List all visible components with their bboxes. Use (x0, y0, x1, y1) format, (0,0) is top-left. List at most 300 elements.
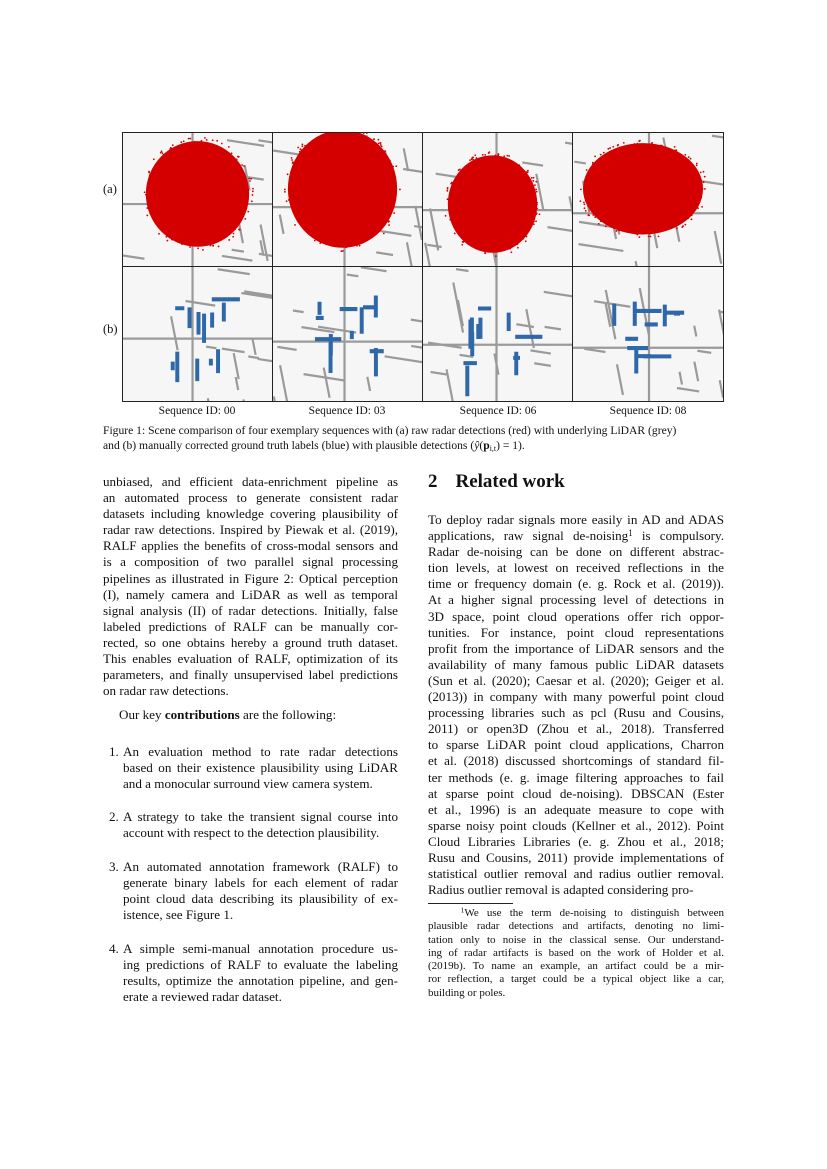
radar-point (516, 243, 518, 245)
text-line: radar raw detections. Inspired by Piewak et al. (2019), (103, 522, 398, 538)
radar-point (497, 155, 499, 157)
radar-point (181, 243, 183, 245)
radar-raw-panel-0 (123, 133, 273, 267)
radar-point (637, 234, 639, 236)
radar-point (156, 218, 158, 220)
radar-point (237, 217, 239, 219)
radar-point (241, 217, 243, 219)
radar-point (146, 215, 148, 217)
radar-point (325, 134, 327, 136)
radar-point (647, 145, 649, 147)
radar-point (512, 165, 514, 167)
radar-point (522, 234, 524, 236)
radar-point (473, 162, 475, 164)
text-line: plausible radar detections and artifacts, denoting no limi- (428, 920, 724, 933)
radar-point (583, 202, 585, 204)
radar-point (527, 170, 529, 172)
radar-point (536, 204, 538, 206)
radar-point (249, 180, 251, 182)
radar-point (592, 163, 594, 165)
text-line: availability of many famous public LiDAR datasets (428, 656, 724, 672)
text-line: ter methods (e. g. image filtering approaches to fail (428, 769, 724, 785)
text-line: building or poles. (428, 986, 506, 999)
point-cloud-plot (123, 267, 272, 401)
radar-point (166, 236, 168, 238)
radar-point (358, 241, 360, 243)
radar-point (189, 142, 191, 144)
radar-point (491, 159, 493, 161)
radar-point (289, 182, 291, 184)
radar-point (154, 167, 156, 169)
radar-point (658, 231, 660, 233)
radar-point (375, 149, 377, 151)
radar-point (654, 231, 656, 233)
text-line: and a monocular surround view camera system. (123, 776, 373, 792)
radar-point (509, 248, 511, 250)
radar-point (459, 232, 461, 234)
radar-point (236, 159, 238, 161)
radar-point (535, 181, 537, 183)
radar-point (469, 159, 471, 161)
text-line (103, 439, 725, 454)
radar-point (503, 155, 505, 157)
text-span (428, 907, 461, 919)
radar-point (448, 206, 450, 208)
radar-point (244, 191, 246, 193)
radar-point (387, 210, 389, 212)
radar-point (699, 186, 701, 188)
radar-point (210, 245, 212, 247)
radar-point (184, 145, 186, 147)
radar-point (304, 145, 306, 147)
radar-point (206, 139, 208, 141)
radar-point (231, 152, 233, 154)
radar-point (248, 178, 250, 180)
radar-raw-panel-3 (573, 133, 723, 267)
radar-point (698, 193, 700, 195)
radar-point (168, 235, 170, 237)
text-line: generate binary labels for each element of radar (123, 875, 398, 891)
radar-point (609, 224, 611, 226)
radar-point (292, 162, 294, 164)
radar-point (536, 208, 538, 210)
radar-point (172, 144, 174, 146)
radar-point (474, 154, 476, 156)
radar-point (170, 147, 172, 149)
radar-point (510, 245, 512, 247)
radar-point (588, 210, 590, 212)
radar-point (463, 240, 465, 242)
radar-point (245, 196, 247, 198)
radar-point (592, 172, 594, 174)
text-span: ) = 1). (496, 438, 525, 452)
radar-point (535, 189, 537, 191)
radar-point (687, 217, 689, 219)
radar-point (688, 213, 690, 215)
radar-point (445, 215, 447, 217)
radar-point (586, 169, 588, 171)
text-line: point cloud data describing its plausibility of ex- (123, 891, 398, 907)
radar-point (674, 146, 676, 148)
radar-point (524, 175, 526, 177)
radar-point (452, 212, 454, 214)
radar-point (237, 156, 239, 158)
text-line: at sparse point cloud de-noising). DBSCAN (Ester (428, 785, 724, 801)
item-number: 1. (109, 744, 119, 759)
text-line: A strategy to take the transient signal course into (123, 809, 398, 824)
radar-point (221, 143, 223, 145)
radar-point (700, 171, 702, 173)
text-span: contributions (164, 707, 240, 722)
radar-point (189, 246, 191, 248)
radar-point (252, 194, 254, 196)
text-line: et al. (2018) discussed shortcomings of standard fil- (428, 753, 724, 769)
radar-point (197, 247, 199, 249)
radar-point (594, 216, 596, 218)
radar-point (463, 235, 465, 237)
text-line: erate a reviewed radar dataset. (123, 989, 282, 1005)
contributions-intro (119, 707, 399, 723)
radar-point (697, 203, 699, 205)
radar-point (514, 162, 516, 164)
radar-point (684, 160, 686, 162)
text-line: datasets including knowledge covering plausibility of (103, 506, 398, 522)
radar-point (585, 186, 587, 188)
radar-point (660, 145, 662, 147)
radar-point (375, 147, 377, 149)
radar-point (392, 173, 394, 175)
radar-point (323, 136, 325, 138)
radar-point (536, 212, 538, 214)
text-span: are the following: (239, 707, 337, 722)
radar-point (321, 139, 323, 141)
text-line: ing of radar artifacts is based on the work of Holder et al. (428, 946, 724, 959)
radar-point (519, 237, 521, 239)
radar-point (149, 173, 151, 175)
radar-point (518, 164, 520, 166)
radar-point (447, 188, 449, 190)
radar-point (597, 213, 599, 215)
ground-truth-panel-2 (423, 267, 573, 401)
text-line: statistical outlier removal and radius outlier removal. (428, 866, 724, 882)
radar-point (498, 153, 500, 155)
footnote-rule (428, 903, 513, 904)
radar-point (242, 212, 244, 214)
radar-point (646, 229, 648, 231)
radar-point (284, 189, 286, 191)
radar-point (301, 224, 303, 226)
radar-point (533, 221, 535, 223)
radar-point (695, 174, 697, 176)
radar-point (389, 160, 391, 162)
radar-point (391, 186, 393, 188)
radar-point (252, 188, 254, 190)
radar-point (314, 240, 316, 242)
radar-point (690, 158, 692, 160)
radar-point (684, 154, 686, 156)
radar-point (184, 241, 186, 243)
radar-point (388, 224, 390, 226)
text-line: An automated annotation framework (RALF) to (123, 859, 398, 874)
radar-point (156, 224, 158, 226)
radar-point (197, 145, 199, 147)
radar-point (584, 203, 586, 205)
radar-point (447, 198, 449, 200)
text-span: i,t (489, 443, 497, 453)
row-label-b: (b) (103, 322, 118, 336)
radar-point (703, 181, 705, 183)
radar-point (202, 249, 204, 251)
radar-point (684, 224, 686, 226)
radar-point (527, 225, 529, 227)
radar-point (600, 154, 602, 156)
radar-point (531, 177, 533, 179)
radar-point (299, 151, 301, 153)
radar-point (178, 147, 180, 149)
radar-point (701, 206, 703, 208)
radar-point (588, 188, 590, 190)
radar-point (448, 209, 450, 211)
radar-point (589, 199, 591, 201)
radar-point (232, 236, 234, 238)
radar-point (689, 215, 691, 217)
radar-point (484, 154, 486, 156)
sequence-label-03: Sequence ID: 03 (308, 405, 386, 417)
text-line: rected, so one obtains hereby a ground truth dataset. (103, 634, 398, 650)
radar-point (464, 170, 466, 172)
radar-point (635, 229, 637, 231)
radar-point (374, 145, 376, 147)
radar-point (393, 212, 395, 214)
text-line (119, 707, 399, 723)
radar-point (290, 188, 292, 190)
text-line: RALF applies the benefits of cross-modal sensors and (103, 538, 398, 554)
radar-point (301, 145, 303, 147)
radar-point (163, 232, 165, 234)
radar-point (506, 155, 508, 157)
radar-point (452, 221, 454, 223)
radar-point (291, 207, 293, 209)
radar-point (702, 188, 704, 190)
radar-point (606, 154, 608, 156)
radar-point (614, 152, 616, 154)
radar-point (241, 164, 243, 166)
section-heading (428, 471, 565, 493)
radar-point (588, 178, 590, 180)
text-line: based on their existence plausibility using LiDAR (123, 760, 398, 776)
radar-point (650, 143, 652, 145)
radar-point (446, 190, 448, 192)
radar-point (484, 252, 486, 254)
radar-point (508, 155, 510, 157)
text-line: (2019b). To name an example, an artifact could be a mir- (428, 960, 724, 973)
radar-point (600, 220, 602, 222)
radar-point (289, 196, 291, 198)
radar-point (479, 159, 481, 161)
panel-background (273, 267, 422, 401)
radar-point (192, 143, 194, 145)
radar-point (167, 231, 169, 233)
radar-point (388, 206, 390, 208)
radar-point (204, 137, 206, 139)
radar-point (377, 226, 379, 228)
radar-point (459, 169, 461, 171)
radar-point (650, 236, 652, 238)
radar-point (526, 236, 528, 238)
radar-point (639, 140, 641, 142)
text-line: to sparse LiDAR point cloud applications, Charron (428, 737, 724, 753)
radar-point (146, 207, 148, 209)
text-line: an automated process to generate consistent radar (103, 490, 398, 506)
radar-point (163, 154, 165, 156)
radar-point (636, 143, 638, 145)
text-line: An evaluation method to rate radar detections (123, 744, 398, 759)
radar-point (149, 213, 151, 215)
radar-point (223, 233, 225, 235)
radar-point (201, 140, 203, 142)
radar-raw-panel-2 (423, 133, 573, 267)
radar-point (251, 200, 253, 202)
radar-point (525, 171, 527, 173)
radar-point (391, 203, 393, 205)
radar-point (696, 200, 698, 202)
radar-point (180, 141, 182, 143)
text-line: Radar de-noising can be done on different abstrac- (428, 544, 724, 560)
radar-point (683, 219, 685, 221)
radar-point (395, 165, 397, 167)
radar-point (493, 248, 495, 250)
radar-point (511, 243, 513, 245)
radar-detections (146, 141, 249, 247)
radar-point (194, 141, 196, 143)
radar-point (291, 190, 293, 192)
radar-point (384, 151, 386, 153)
radar-point (199, 245, 201, 247)
text-line: tation only to noise in the classical sense. Our understand- (428, 933, 724, 946)
radar-point (324, 238, 326, 240)
radar-point (391, 199, 393, 201)
radar-point (359, 245, 361, 247)
radar-point (378, 139, 380, 141)
text-span: p (483, 438, 490, 452)
radar-point (188, 138, 190, 140)
radar-point (381, 146, 383, 148)
radar-point (691, 214, 693, 216)
radar-point (585, 197, 587, 199)
text-line: (I), namely camera and LiDAR as well as temporal (103, 586, 398, 602)
radar-point (153, 158, 155, 160)
radar-point (704, 188, 706, 190)
radar-point (156, 221, 158, 223)
radar-point (532, 195, 534, 197)
text-line: et al., 1996) is an adequate measure to cope with (428, 801, 724, 817)
radar-point (291, 157, 293, 159)
text-span: Figure 1: Scene comparison of four exemplary sequences with (a) raw radar detections (red) with underlying LiDAR (grey) (103, 424, 677, 437)
text-span: applications, raw signal de-noising (428, 528, 629, 544)
text-span: We use the term de-noising to distinguish between (464, 907, 725, 919)
radar-point (228, 239, 230, 241)
radar-point (585, 178, 587, 180)
radar-point (233, 163, 235, 165)
radar-point (648, 235, 650, 237)
radar-point (450, 189, 452, 191)
radar-point (618, 230, 620, 232)
radar-point (291, 195, 293, 197)
radar-point (533, 219, 535, 221)
radar-point (510, 251, 512, 253)
radar-point (234, 158, 236, 160)
radar-point (192, 242, 194, 244)
text-line: sparse noisy point clouds (Kellner et al., 2012). Point (428, 817, 724, 833)
radar-point (150, 194, 152, 196)
radar-point (649, 233, 651, 235)
text-line: This enables evaluation of RALF, optimization of its (103, 651, 398, 667)
text-line: on radar raw detections. (103, 683, 229, 699)
radar-point (326, 241, 328, 243)
radar-point (164, 157, 166, 159)
radar-point (286, 200, 288, 202)
text-line: 2011) or open3D (Zhou et al., 2018). Transferred (428, 721, 724, 737)
section-number: 2 (428, 471, 438, 492)
radar-point (287, 173, 289, 175)
radar-point (288, 199, 290, 201)
item-number: 4. (109, 941, 119, 956)
radar-point (529, 228, 531, 230)
point-cloud-plot (423, 133, 572, 266)
text-line: tunities. For instance, point cloud representations (428, 624, 724, 640)
text-line: (2013)) in company with many powerful point cloud (428, 689, 724, 705)
text-line: account with respect to the detection plausibility. (123, 825, 380, 841)
sequence-label-08: Sequence ID: 08 (609, 405, 687, 417)
radar-point (247, 191, 249, 193)
radar-point (239, 164, 241, 166)
radar-point (529, 225, 531, 227)
text-line: Rusu and Cousins, 2011) provide implementations of (428, 849, 724, 865)
radar-point (242, 181, 244, 183)
text-line (428, 528, 724, 544)
radar-point (612, 146, 614, 148)
text-line (428, 907, 724, 920)
radar-point (670, 151, 672, 153)
radar-point (319, 242, 321, 244)
radar-point (585, 200, 587, 202)
radar-point (691, 218, 693, 220)
radar-point (638, 236, 640, 238)
radar-point (370, 232, 372, 234)
text-line: At a higher signal processing level of detections in (428, 592, 724, 608)
radar-point (144, 191, 146, 193)
radar-point (399, 189, 401, 191)
radar-point (388, 220, 390, 222)
radar-point (329, 133, 331, 135)
radar-point (481, 249, 483, 251)
radar-point (301, 220, 303, 222)
text-line: unbiased, and efficient data-enrichment pipeline as (103, 474, 398, 489)
radar-point (688, 156, 690, 158)
radar-point (154, 219, 156, 221)
text-span: ( (479, 438, 484, 452)
ground-truth-panel-3 (573, 267, 723, 401)
radar-point (340, 250, 342, 252)
text-line: results, optimize the annotation pipeline, and gen- (123, 973, 398, 989)
radar-point (392, 166, 394, 168)
radar-point (294, 224, 296, 226)
radar-point (393, 176, 395, 178)
footnote-marker: 1 (628, 528, 633, 539)
radar-point (684, 216, 686, 218)
radar-point (284, 191, 286, 193)
radar-point (247, 211, 249, 213)
